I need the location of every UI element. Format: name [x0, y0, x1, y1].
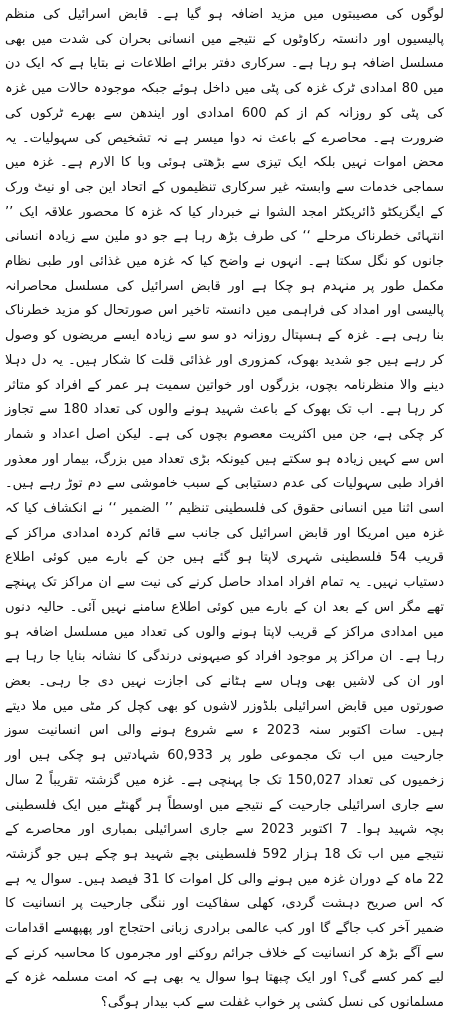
- article-body-text: لوگوں کی مصیبتوں میں مزید اضافہ ہو گیا ہے۔ قابض اسرائیل کی منظم پالیسیوں اور دانستہ رکاوٹوں کے نتیجے میں انسانی بحران کی شدت میں بھی مسلسل اضافہ ہو رہا ہے۔ سرکاری دفتر برائے اطلاعات نے بتایا ہے کہ ایک دن میں 80 امدادی ٹرک غزہ کی پٹی میں داخل ہوئے جبکہ موجودہ حالات میں غزہ کی پٹی کو روزانہ کم از کم 600 امدادی اور ایندھن سے بھرے ٹرکوں کی ضرورت ہے۔ محاصرے کے باعث نہ دوا میسر ہے نہ تشخیص کی سہولیات۔ یہ محض اموات نہیں بلکہ ایک تیزی سے بڑھتی ہوئی وبا کا الارم ہے۔ غزہ میں سماجی خدمات سے وابستہ غیر سرکاری تنظیموں کے اتحاد این جی او نیٹ ورک کے ایگزیکٹو ڈائریکٹر امجد الشوا نے خبردار کیا کہ غزہ کا محصور علاقہ ایک ’’ انتہائی خطرناک مرحلے ‘‘ کی طرف بڑھ رہا ہے جو دو ملین سے زیادہ انسانی جانوں کو نگل سکتا ہے۔ انہوں نے واضح کیا کہ غزہ میں غذائی اور طبی نظام مکمل طور پر منہدم ہو چکا ہے اور قابض اسرائیل کی مسلسل محاصرانہ پالیسی اور امداد کی فراہمی میں دانستہ تاخیر اس صورتحال کو مزید خطرناک بنا رہی ہے۔ غزہ کے ہسپتال روزانہ دو سو سے زیادہ ایسے مریضوں کو وصول کر رہے ہیں جو شدید بھوک، کمزوری اور غذائی قلت کا شکار ہیں۔ یہ دل دہلا دینے والا منظرنامہ بچوں، بزرگوں اور خواتین سمیت ہر عمر کے افراد کو متاثر کر رہا ہے۔ اب تک بھوک کے باعث شہید ہونے والوں کی تعداد 180 سے تجاوز کر چکی ہے، جن میں اکثریت معصوم بچوں کی ہے۔ لیکن اصل اعداد و شمار اس سے کہیں زیادہ ہو سکتے ہیں کیونکہ بڑی تعداد میں بزرگ، بیمار اور معذور افراد طبی سہولیات کی عدم دستیابی کے سبب خاموشی سے دم توڑ رہے ہیں۔ اسی اثنا میں انسانی حقوق کی فلسطینی تنظیم ’’ الضمیر ‘‘ نے انکشاف کیا کہ غزہ میں امریکا اور قابض اسرائیل کی جانب سے قائم کردہ امدادی مراکز کے قریب 54 فلسطینی شہری لاپتا ہو گئے ہیں جن کے بارے میں کوئی اطلاع دستیاب نہیں۔ یہ تمام افراد امداد حاصل کرنے کی نیت سے ان مراکز تک پہنچے تھے مگر اس کے بعد ان کے بارے میں کوئی اطلاع سامنے نہیں آئی۔ حالیہ دنوں میں امدادی مراکز کے قریب لاپتا ہونے والوں کی تعداد میں مسلسل اضافہ ہو رہا ہے۔ ان مراکز پر موجود افراد کو صیہونی درندگی کا نشانہ بنایا جا رہا ہے اور ان کی لاشیں بھی وہاں سے ہٹانے کی اجازت نہیں دی جا رہی۔ بعض صورتوں میں قابض اسرائیلی بلڈوزر لاشوں کو بھی کچل کر مٹی میں ملا دیتے ہیں۔ سات اکتوبر سنہ 2023 ء سے شروع ہونے والی اس انسانیت سوز جارحیت میں اب تک مجموعی طور پر 60,933 شہادتیں ہو چکی ہیں اور زخمیوں کی تعداد 150,027 تک جا پہنچی ہے۔ غزہ میں گزشتہ تقریباً 2 سال سے جاری اسرائیلی جارحیت کے نتیجے میں اوسطاً ہر گھنٹے میں ایک فلسطینی بچہ شہید ہوا۔ 7 اکتوبر 2023 سے جاری اسرائیلی بمباری اور محاصرے کے نتیجے میں اب تک 18 ہزار 592 فلسطینی بچے شہید ہو چکے ہیں جو گزشتہ 22 ماہ کے دوران غزہ میں ہونے والی کل اموات کا 31 فیصد ہیں۔ سوال یہ ہے کہ اس صریح دہشت گردی، کھلی سفاکیت اور ننگی جارحیت پر انسانیت کا ضمیر آخر کب جاگے گا اور کب عالمی برادری زبانی احتجاج اور پھپھسے اقدامات سے آگے بڑھ کر انسانیت کے خلاف جرائم روکنے اور مجرموں کا محاسبہ کرنے کے لیے کمر کسے گی؟ اور ایک چبھتا ہوا سوال یہ بھی ہے کہ امت مسلمہ غزہ کے مسلمانوں کی نسل کشی پر خواب غفلت سے کب بیدار ہوگی؟: [5, 7, 445, 1011]
